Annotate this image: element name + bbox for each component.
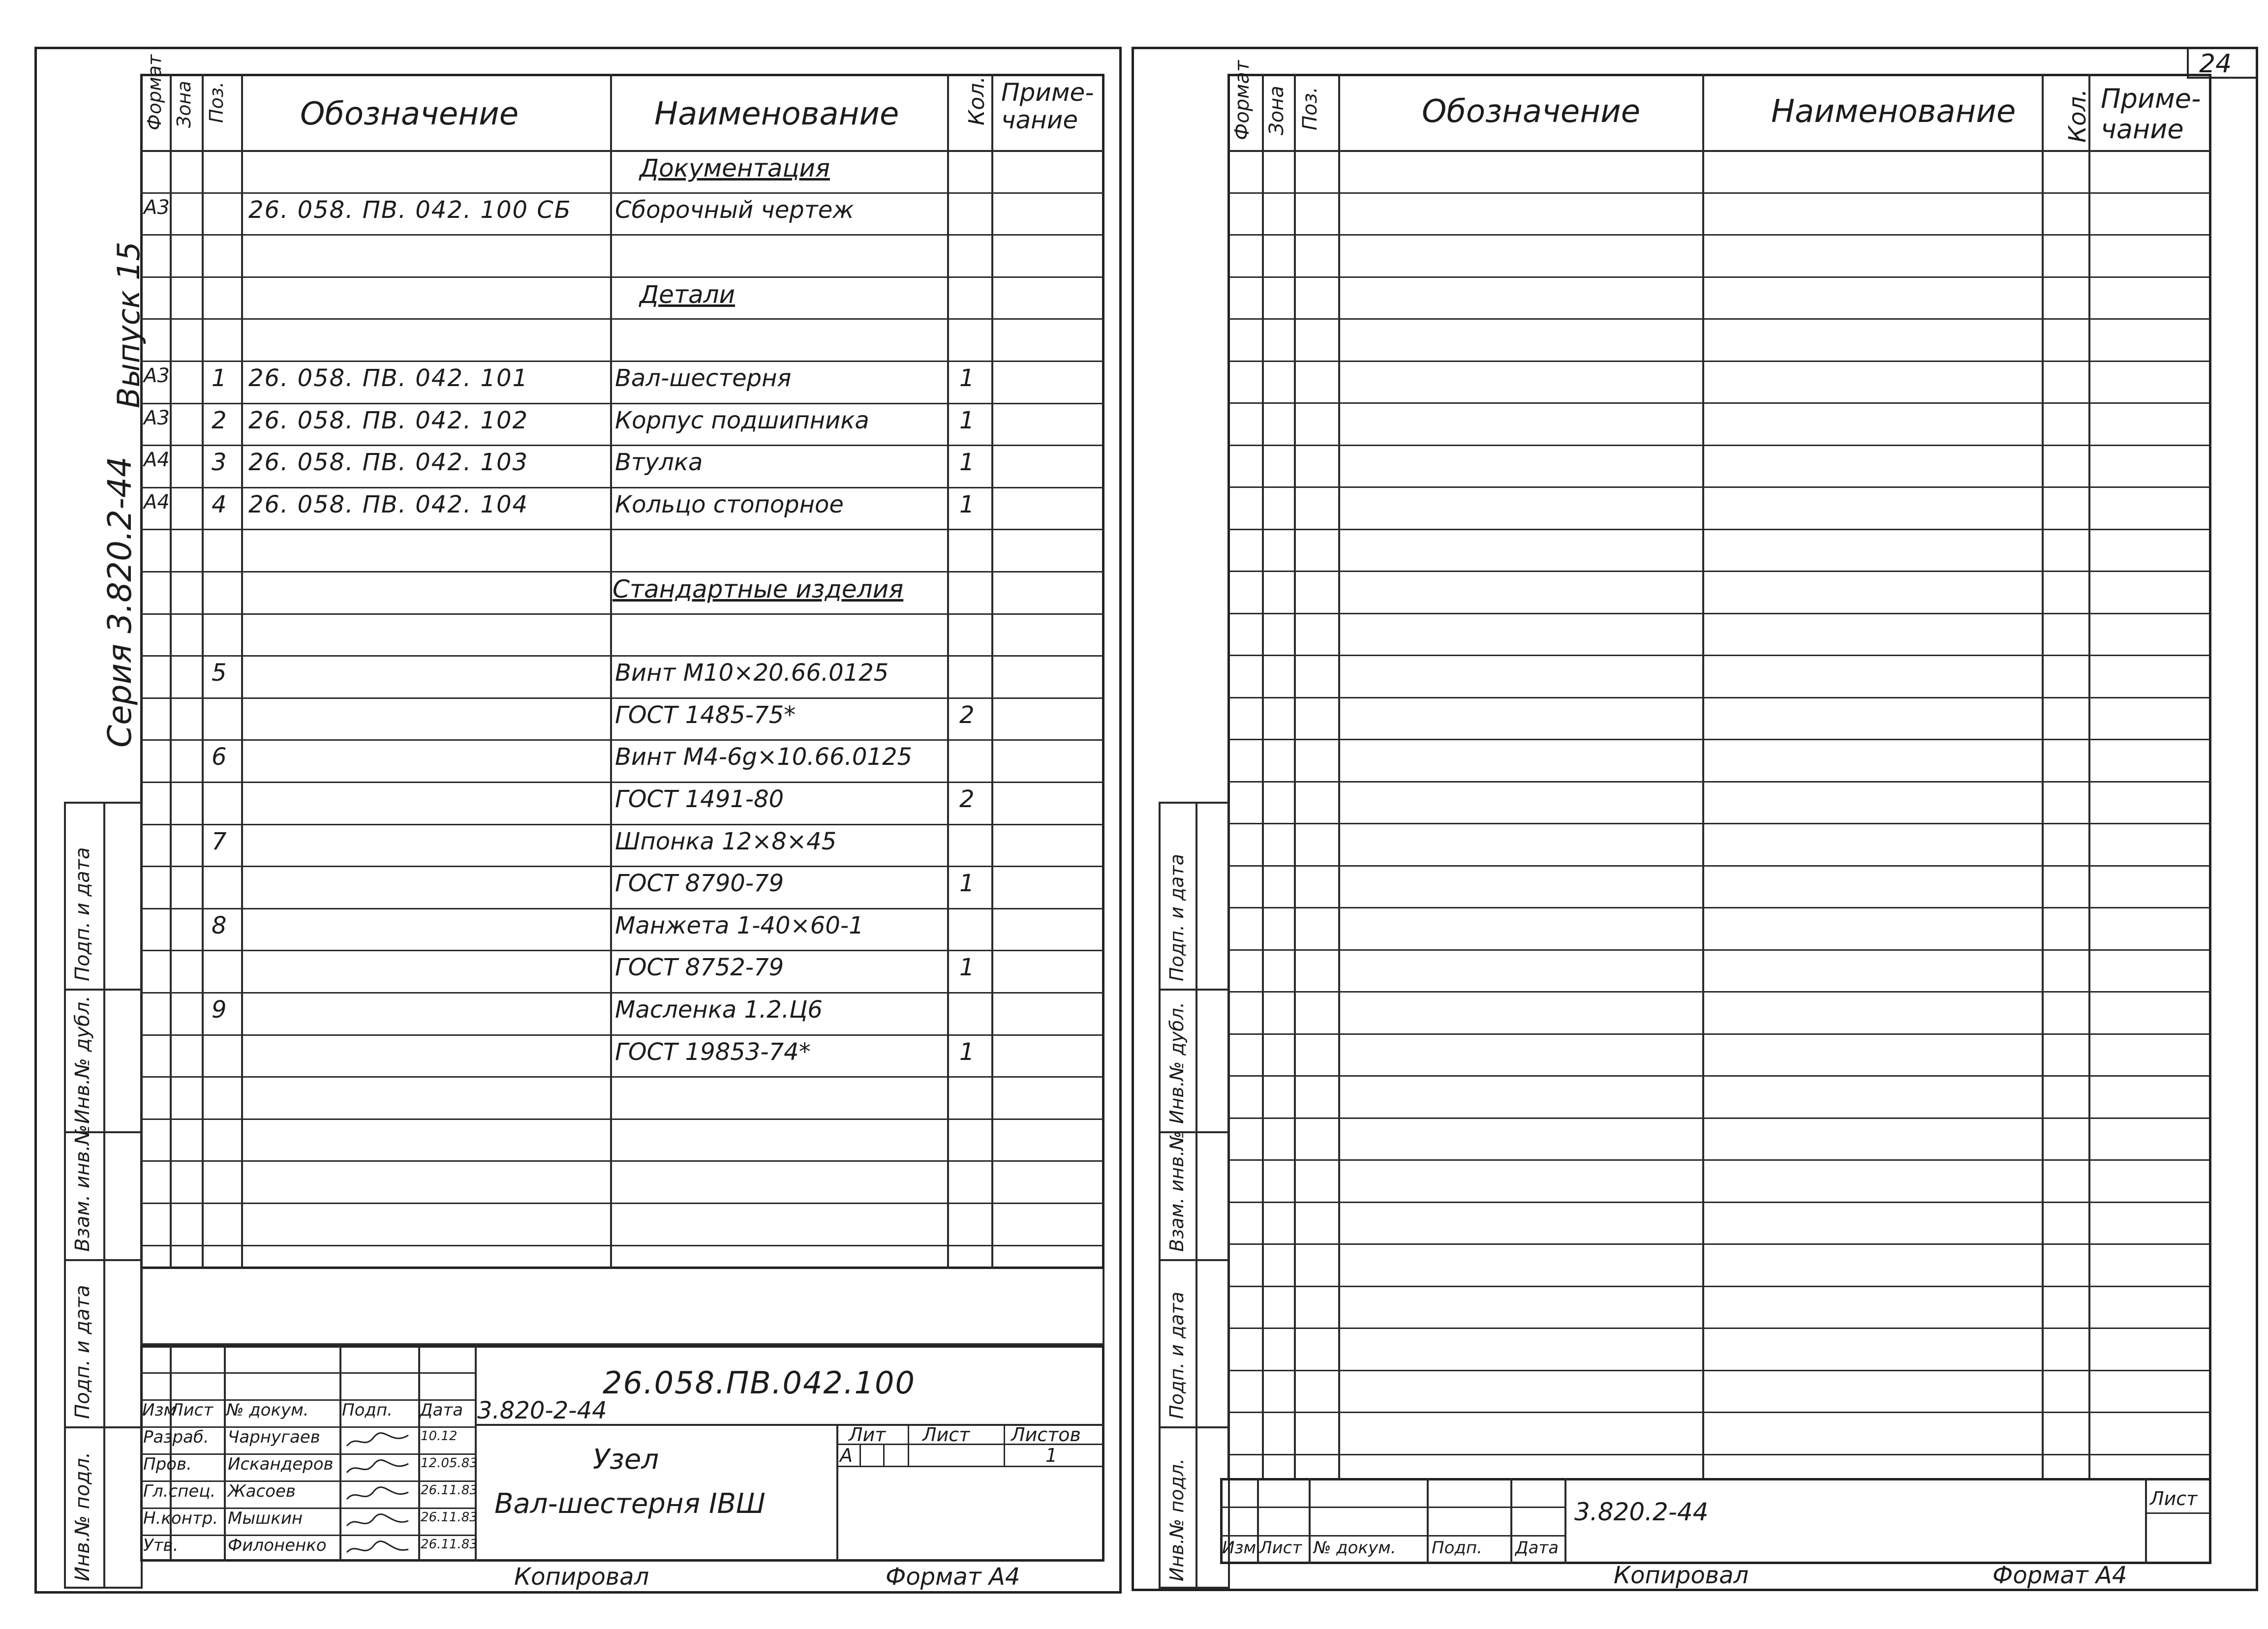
issue-label: Выпуск 15 [111, 241, 147, 408]
stamp-label: Подп. и дата [1166, 854, 1188, 981]
column-line [991, 74, 993, 1269]
header-format: Формат [1231, 60, 1254, 140]
tb-row [140, 1372, 475, 1374]
cell-pos: 4 [212, 490, 227, 518]
row-line [1227, 1412, 2211, 1413]
cell-name: ГОСТ 8790-79 [615, 870, 784, 898]
tb-title-line1: Узел [593, 1444, 659, 1476]
tb-header: № докум. [1314, 1538, 1396, 1558]
tb-header: Дата [420, 1400, 463, 1420]
row-line [140, 361, 1104, 362]
tb-date: 26.11.83 [421, 1537, 478, 1552]
row-line [1227, 276, 2211, 278]
cell-name: ГОСТ 19853-74* [615, 1038, 811, 1066]
row-line [1227, 1033, 2211, 1035]
cell-format: А3 [144, 364, 170, 387]
header-note: Приме- чание [2101, 83, 2201, 145]
row-line [1227, 991, 2211, 993]
row-line [140, 782, 1104, 783]
tb-person: Чарнугаев [228, 1427, 320, 1447]
signature-icon [344, 1539, 413, 1559]
cell-name: Стандартные изделия [613, 575, 904, 603]
tb-lists-value: 1 [1045, 1445, 1058, 1466]
tb-col [1564, 1478, 1566, 1564]
row-line [140, 234, 1104, 236]
tb-row [1220, 1507, 1564, 1508]
cell-designation: 26. 058. ПВ. 042. 100 СБ [248, 196, 572, 224]
row-line [140, 1160, 1104, 1162]
tb-role: Разраб. [143, 1427, 209, 1447]
row-line [140, 571, 1104, 573]
row-line [140, 318, 1104, 320]
row-line [1227, 529, 2211, 530]
cell-qty: 1 [959, 364, 975, 392]
tb-header: № докум. [226, 1400, 309, 1420]
header-name: Наименование [1771, 93, 2016, 130]
row-line [140, 824, 1104, 825]
row-line [1227, 823, 2211, 824]
row-line [140, 276, 1104, 278]
header-designation: Обозначение [1422, 93, 1641, 130]
left-footer-format: Формат А4 [886, 1563, 1020, 1591]
stamp-divider [1195, 802, 1197, 1589]
column-line [947, 74, 949, 1269]
row-line [1227, 865, 2211, 867]
page-number: 24 [2199, 49, 2232, 79]
row-line [140, 1245, 1104, 1246]
row-line [1227, 1159, 2211, 1161]
cell-pos: 6 [212, 743, 227, 771]
tb-header: Подп. [1432, 1538, 1482, 1558]
row-line [140, 529, 1104, 530]
tb-date: 10.12 [421, 1429, 458, 1444]
row-line [140, 1034, 1104, 1036]
stamp-line [1159, 989, 1230, 991]
tb-list-divider [2145, 1478, 2147, 1564]
cell-name: ГОСТ 1491-80 [615, 785, 784, 813]
series-label: Серия 3.820.2-44 [101, 456, 139, 748]
stamp-label: Инв.№ дубл. [1166, 1002, 1188, 1124]
tb-role: Пров. [143, 1454, 192, 1474]
row-line [140, 697, 1104, 699]
cell-name: Винт М4-6g×10.66.0125 [615, 743, 913, 771]
stamp-label: Подп. и дата [71, 847, 94, 981]
tb-list-row [2145, 1512, 2211, 1514]
tb-header: Дата [1515, 1538, 1559, 1558]
row-line [140, 445, 1104, 446]
row-line [1227, 613, 2211, 614]
cell-qty: 2 [959, 701, 975, 729]
row-line [1227, 907, 2211, 908]
tb-date: 26.11.83 [421, 1510, 478, 1525]
tb-lit-col [908, 1424, 909, 1466]
row-line [140, 613, 1104, 615]
tb-date: 12.05.83 [421, 1456, 478, 1471]
stamp-line [1159, 1259, 1230, 1261]
row-line [140, 1203, 1104, 1204]
tb-doc-number: 26.058.ПВ.042.100 [603, 1365, 916, 1401]
row-line [140, 487, 1104, 488]
header-zone: Зона [1265, 86, 1288, 135]
cell-pos: 2 [212, 406, 227, 434]
row-line [140, 739, 1104, 741]
cell-name: Вал-шестерня [615, 364, 792, 392]
tb-lit-col [1004, 1424, 1005, 1466]
cell-qty: 1 [959, 870, 975, 898]
cell-pos: 1 [212, 364, 227, 392]
row-line [140, 1118, 1104, 1120]
cell-designation: 26. 058. ПВ. 042. 101 [248, 364, 529, 392]
row-line [1227, 739, 2211, 740]
tb-person: Мышкин [228, 1508, 303, 1528]
cell-qty: 1 [959, 449, 975, 477]
cell-format: А4 [144, 449, 170, 472]
cell-name: Шпонка 12×8×45 [615, 827, 837, 855]
cell-designation: 26. 058. ПВ. 042. 103 [248, 449, 529, 477]
stamp-line [1159, 1426, 1230, 1428]
row-line [1227, 318, 2211, 320]
tb-person: Искандеров [228, 1454, 334, 1474]
header-name: Наименование [654, 96, 899, 132]
signature-icon [344, 1485, 413, 1505]
signature-icon [344, 1458, 413, 1478]
right-footer-copied: Копировал [1614, 1562, 1749, 1589]
column-line [2042, 74, 2044, 1478]
header-note: Приме- чание [1001, 78, 1094, 134]
cell-name: Детали [640, 280, 736, 309]
tb-header: Подп. [342, 1400, 393, 1420]
header-qty: Кол. [964, 76, 989, 125]
tb-col [475, 1345, 477, 1562]
column-line [1338, 74, 1340, 1478]
header-pos: Поз. [1299, 87, 1321, 130]
column-line [202, 74, 204, 1269]
cell-name: Сборочный чертеж [615, 196, 854, 224]
row-line [140, 403, 1104, 404]
header-divider [1227, 150, 2211, 152]
tb-lit-value: А [840, 1445, 853, 1466]
row-line [1227, 486, 2211, 488]
row-line [140, 992, 1104, 994]
cell-qty: 1 [959, 490, 975, 518]
row-line [1227, 1075, 2211, 1077]
row-line [1227, 781, 2211, 783]
tb-title-line2: Вал-шестерня ІВШ [494, 1488, 766, 1520]
cell-format: А3 [144, 406, 170, 429]
cell-qty: 1 [959, 1038, 975, 1066]
cell-pos: 3 [212, 449, 227, 477]
row-line [140, 192, 1104, 194]
row-line [1227, 571, 2211, 572]
tb-header: Изм. [1222, 1538, 1261, 1558]
tb-date: 26.11.83 [421, 1483, 478, 1498]
tb-header: Лист [1259, 1538, 1302, 1558]
stamp-label: Инв.№ подл. [71, 1451, 94, 1581]
cell-pos: 8 [212, 911, 227, 939]
signature-icon [344, 1512, 413, 1532]
row-line [140, 908, 1104, 909]
row-line [1227, 1286, 2211, 1287]
row-line [1227, 402, 2211, 404]
tb-header: Лист [171, 1400, 214, 1420]
row-line [1227, 697, 2211, 698]
tb-lists-label: Листов [1011, 1424, 1081, 1446]
tb-person: Филоненко [228, 1536, 327, 1555]
stamp-label: Взам. инв.№ [71, 1124, 94, 1252]
header-format: Формат [144, 54, 165, 130]
row-line [1227, 361, 2211, 362]
tb-row [1220, 1535, 1564, 1537]
right-footer-format: Формат А4 [1992, 1562, 2127, 1589]
tb-role: Н.контр. [143, 1508, 218, 1528]
cell-designation: 26. 058. ПВ. 042. 104 [248, 490, 529, 518]
left-blank-band [140, 1269, 1104, 1345]
column-line [610, 74, 612, 1269]
row-line [1227, 234, 2211, 236]
stamp-label: Подп. и дата [1166, 1292, 1188, 1419]
cell-pos: 9 [212, 996, 227, 1024]
tb-col [1309, 1478, 1311, 1564]
stamp-line [64, 1426, 143, 1428]
row-line [1227, 1370, 2211, 1371]
row-line [1227, 192, 2211, 194]
cell-name: Втулка [615, 449, 703, 477]
column-line [170, 74, 172, 1269]
tb-series: 3.820-2-44 [477, 1397, 607, 1424]
tb-lit-col [859, 1444, 861, 1466]
row-line [1227, 1454, 2211, 1455]
stamp-divider [103, 802, 105, 1589]
row-line [1227, 1117, 2211, 1119]
header-zone: Зона [173, 81, 195, 128]
row-line [1227, 1327, 2211, 1329]
header-pos: Поз. [206, 81, 227, 123]
cell-qty: 1 [959, 406, 975, 434]
row-line [1227, 1202, 2211, 1203]
column-line [1702, 74, 1704, 1478]
header-divider [140, 150, 1104, 152]
tb-list-label: Лист [2150, 1488, 2198, 1509]
header-qty: Кол. [2064, 89, 2091, 143]
row-line [140, 655, 1104, 657]
cell-name: Кольцо стопорное [615, 490, 844, 518]
column-line [241, 74, 243, 1269]
left-footer-copied: Копировал [514, 1563, 649, 1591]
tb-lit-label: Лит [849, 1424, 886, 1446]
cell-name: Винт М10×20.66.0125 [615, 659, 889, 687]
cell-pos: 7 [212, 827, 227, 855]
column-line [1262, 74, 1264, 1478]
row-line [1227, 655, 2211, 656]
stamp-label: Инв.№ дубл. [71, 996, 94, 1124]
tb-role: Гл.спец. [143, 1481, 216, 1501]
tb-col [1510, 1478, 1512, 1564]
column-line [2088, 74, 2090, 1478]
header-designation: Обозначение [300, 96, 519, 132]
tb-col [1427, 1478, 1429, 1564]
cell-name: Документация [640, 154, 830, 182]
stamp-label: Инв.№ подл. [1166, 1458, 1188, 1581]
tb-list-label: Лист [922, 1424, 970, 1446]
cell-format: А4 [144, 490, 170, 513]
stamp-line [64, 1259, 143, 1261]
cell-name: Масленка 1.2.Ц6 [615, 996, 823, 1024]
tb-lit-row [836, 1466, 1104, 1467]
cell-designation: 26. 058. ПВ. 042. 102 [248, 406, 529, 434]
stamp-label: Подп. и дата [71, 1285, 94, 1419]
cell-name: Манжета 1-40×60-1 [615, 911, 864, 939]
signature-icon [344, 1431, 413, 1451]
stamp-line [64, 989, 143, 991]
cell-qty: 2 [959, 785, 975, 813]
cell-name: Корпус подшипника [615, 406, 869, 434]
right-spec-table-border [1227, 74, 2211, 1480]
row-line [140, 950, 1104, 951]
cell-name: ГОСТ 8752-79 [615, 954, 784, 982]
cell-format: А3 [144, 196, 170, 219]
stamp-label: Взам. инв.№ [1166, 1131, 1188, 1252]
row-line [1227, 445, 2211, 446]
tb-role: Утв. [143, 1536, 179, 1555]
tb-doc-number: 3.820.2-44 [1574, 1498, 1709, 1526]
cell-name: ГОСТ 1485-75* [615, 701, 796, 729]
cell-qty: 1 [959, 954, 975, 982]
row-line [1227, 1243, 2211, 1245]
tb-header: Изм [142, 1400, 177, 1420]
cell-pos: 5 [212, 659, 227, 687]
tb-person: Жасоев [228, 1481, 296, 1501]
row-line [1227, 949, 2211, 951]
row-line [140, 866, 1104, 867]
tb-lit-col [883, 1444, 885, 1466]
column-line [1294, 74, 1296, 1478]
row-line [140, 1076, 1104, 1078]
